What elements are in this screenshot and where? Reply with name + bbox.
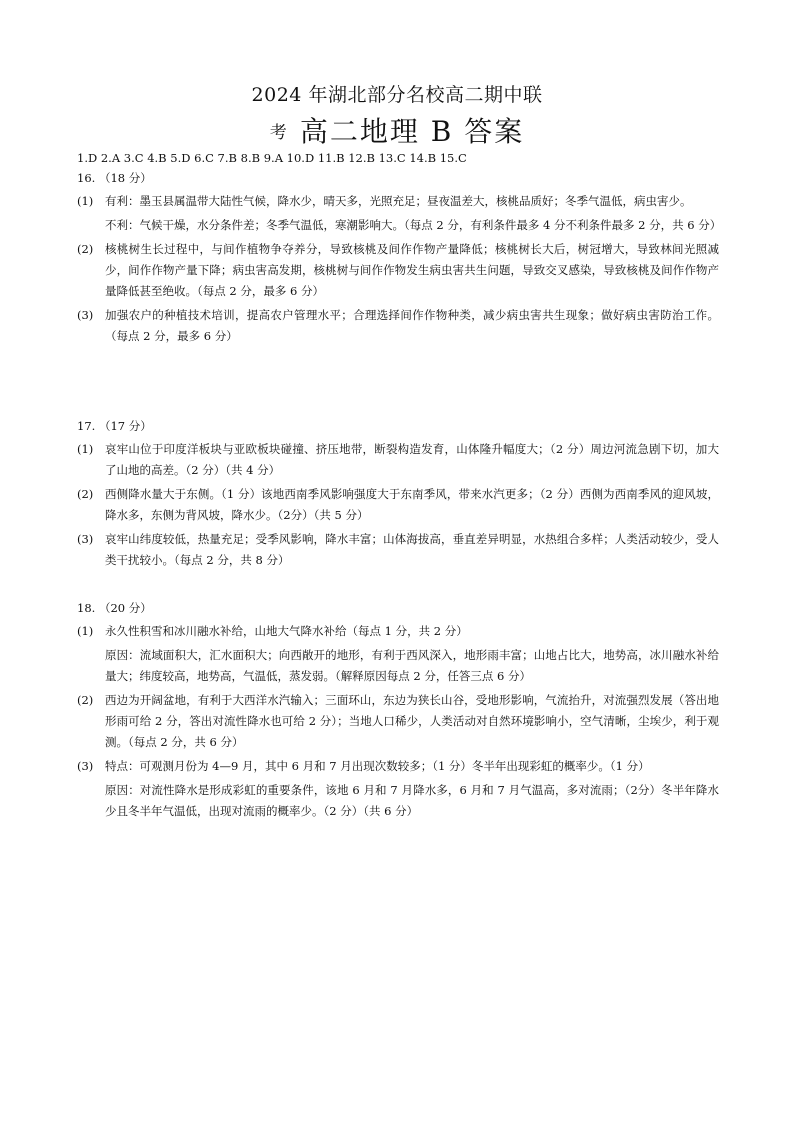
q18-item-2-num: (2) <box>77 693 94 707</box>
question-17-header: 17. （17 分） <box>77 419 152 433</box>
choice-answers: 1.D 2.A 3.C 4.B 5.D 6.C 7.B 8.B 9.A 10.D 11.B 12.B 13.C 14.B 15.C <box>77 151 467 165</box>
q16-item-1 <box>77 191 719 212</box>
q18-item-1-num: (1) <box>77 624 94 638</box>
q17-item-3 <box>77 529 719 571</box>
q16-item-1-cont: 不利：气候干燥，水分条件差；冬季气温低，寒潮影响大。（每点 2 分，有利条件最多 4 分不利条件最多 2 分，共 6 分） <box>105 218 722 232</box>
q16-item-3-text: 加强农户的种植技术培训，提高农户管理水平；合理选择间作作物种类，减少病虫害共生现象；做好病虫害防治工作。（每点 2 分，最多 6 分） <box>105 308 719 343</box>
q17-item-1 <box>77 439 719 481</box>
question-18 <box>77 598 719 825</box>
question-18-header: 18. （20 分） <box>77 601 152 615</box>
q17-item-2-num: (2) <box>77 487 94 501</box>
q16-item-1-num: (1) <box>77 194 94 208</box>
q18-item-3-reason: 原因：对流性降水是形成彩虹的重要条件，该地 6 月和 7 月降水多，6 月和 7 月气温高，多对流雨；（2分）冬半年降水少且冬半年气温低，出现对流雨的概率少。（2 分）（共 6 分） <box>105 783 719 818</box>
q18-item-2 <box>77 690 719 753</box>
question-16-header: 16. （18 分） <box>77 171 152 185</box>
title-line-2-prefix: 考 <box>269 123 287 143</box>
question-16 <box>77 168 722 350</box>
q17-item-2 <box>77 484 719 526</box>
q16-item-2 <box>77 239 719 302</box>
q17-item-3-num: (3) <box>77 532 94 546</box>
title-line-1: 2024 年湖北部分名校高二期中联 <box>251 84 543 106</box>
q18-item-1 <box>77 621 719 642</box>
q18-item-3-text: 特点：可观测月份为 4—9 月，其中 6 月和 7 月出现次数较多；（1 分）冬半年出现彩虹的概率少。（1 分） <box>105 759 650 773</box>
q17-item-3-text: 哀牢山纬度较低，热量充足；受季风影响，降水丰富；山体海拔高，垂直差异明显，水热组合多样；人类活动较少，受人类干扰较小。（每点 2 分，共 8 分） <box>105 532 719 567</box>
q17-item-1-num: (1) <box>77 442 94 456</box>
q18-item-1-reason: 原因：流域面积大，汇水面积大；向西敞开的地形，有利于西风深入，地形雨丰富；山地占比大，地势高，冰川融水补给量大；纬度较高，地势高，气温低，蒸发弱。（解释原因每点 2 分，任答三点 6 分） <box>105 648 719 683</box>
q16-item-3-num: (3) <box>77 308 94 322</box>
q18-item-1-text: 永久性积雪和冰川融水补给，山地大气降水补给（每点 1 分，共 2 分） <box>105 624 468 638</box>
q18-item-3-num: (3) <box>77 759 94 773</box>
q16-item-3 <box>77 305 719 347</box>
title-line-2-main: 高二地理 B 答案 <box>299 115 525 148</box>
q18-item-2-text: 西边为开阔盆地，有利于大西洋水汽输入；三面环山，东边为狭长山谷，受地形影响，气流抬升，对流强烈发展（答出地形雨可给 2 分，答出对流性降水也可给 2 分）；当地人口稀少，人类活动对自然环境影响小，空气清晰，尘埃少，利于观测。（每点 2 分，共 6 分） <box>105 693 719 749</box>
q16-item-2-text: 核桃树生长过程中，与间作植物争夺养分，导致核桃及间作作物产量降低；核桃树长大后，树冠增大，导致林间光照减少，间作作物产量下降；病虫害高发期，核桃树与间作作物发生病虫害共生问题，导致交叉感染，导致核桃及间作作物产量降低甚至绝收。（每点 2 分，最多 6 分） <box>105 242 719 298</box>
q18-item-3 <box>77 756 719 777</box>
q16-item-1-text: 有利：墨玉县属温带大陆性气候，降水少，晴天多，光照充足；昼夜温差大，核桃品质好；冬季气温低，病虫害少。 <box>105 194 692 208</box>
q17-item-1-text: 哀牢山位于印度洋板块与亚欧板块碰撞、挤压地带，断裂构造发育，山体隆升幅度大；（2 分）周边河流急剧下切，加大了山地的高差。（2 分）（共 4 分） <box>105 442 719 477</box>
question-17 <box>77 416 719 574</box>
q16-item-2-num: (2) <box>77 242 94 256</box>
q17-item-2-text: 西侧降水量大于东侧。（1 分）该地西南季风影响强度大于东南季风，带来水汽更多；（2 分）西侧为西南季风的迎风坡，降水多，东侧为背风坡，降水少。（2分）（共 5 分） <box>105 487 719 522</box>
title-line-2 <box>0 110 794 150</box>
